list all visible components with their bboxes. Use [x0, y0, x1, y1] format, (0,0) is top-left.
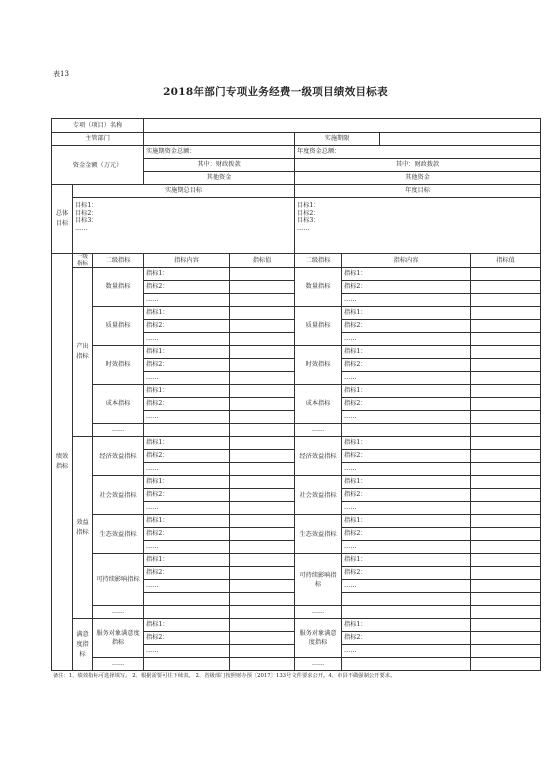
- goal-item: 目标3：: [297, 217, 320, 224]
- ecological-benefit-indicator: 生态效益指标: [93, 515, 144, 554]
- value-cell[interactable]: [471, 372, 541, 385]
- value-cell[interactable]: [471, 398, 541, 411]
- indicator-1[interactable]: 指标1：: [342, 619, 471, 632]
- level2-more[interactable]: ……: [93, 658, 144, 671]
- service-satisfaction-indicator: 服务对象满意度指标: [295, 619, 342, 658]
- level2-header: 二级指标: [295, 254, 342, 268]
- indicator-more[interactable]: ……: [144, 294, 230, 307]
- quantity-indicator: 数量指标: [93, 268, 144, 307]
- footnote: 备注：1、绩效指标可选择填写。 2、根据需要可往下续表。 2、省级部门按照财办预〔2017〕133号文件要求公开。4、市县不做强制公开要求。: [53, 673, 396, 679]
- value-cell[interactable]: [471, 346, 541, 359]
- annual-goal-header: 年度目标: [295, 185, 541, 198]
- value-cell[interactable]: [230, 294, 295, 307]
- performance-target-form: [51, 118, 541, 671]
- content-cell[interactable]: [342, 606, 471, 619]
- indicator-more[interactable]: ……: [342, 541, 471, 554]
- indicator-2[interactable]: 指标2：: [342, 450, 471, 463]
- value-cell[interactable]: [230, 307, 295, 320]
- indicator-2[interactable]: 指标2：: [144, 281, 230, 294]
- value-cell[interactable]: [471, 515, 541, 528]
- goal-item: ……: [75, 224, 88, 232]
- indicator-1[interactable]: 指标1：: [144, 476, 230, 489]
- annual-other-label: 其他资金: [295, 172, 541, 185]
- indicator-1[interactable]: 指标1：: [144, 437, 230, 450]
- goal-item: 目标1：: [75, 202, 98, 209]
- indicator-more[interactable]: ……: [342, 294, 471, 307]
- content-cell[interactable]: [144, 593, 230, 606]
- indicator-1[interactable]: 指标1：: [144, 385, 230, 398]
- value-cell[interactable]: [471, 450, 541, 463]
- value-cell[interactable]: [230, 541, 295, 554]
- level2-more[interactable]: ……: [93, 606, 144, 619]
- value-cell[interactable]: [230, 489, 295, 502]
- value-cell[interactable]: [471, 554, 541, 567]
- value-cell[interactable]: [230, 554, 295, 567]
- perf-indicator-label: 绩效指标: [52, 254, 73, 671]
- level1-header: 一级指标: [73, 254, 93, 268]
- goal-item: 目标2：: [75, 209, 98, 217]
- project-name-label: 专项（项目）名称: [52, 119, 144, 133]
- value-cell[interactable]: [471, 268, 541, 281]
- indicator-1[interactable]: 指标1：: [342, 346, 471, 359]
- indicator-more[interactable]: ……: [144, 580, 230, 593]
- level2-more[interactable]: ……: [295, 424, 342, 437]
- indicator-more[interactable]: ……: [342, 502, 471, 515]
- economic-benefit-indicator: 经济效益指标: [295, 437, 342, 476]
- period-fiscal-label: 其中：财政拨款: [144, 159, 295, 172]
- value-cell[interactable]: [471, 580, 541, 593]
- indicator-1[interactable]: 指标1：: [342, 515, 471, 528]
- value-cell[interactable]: [230, 424, 295, 437]
- indicator-more[interactable]: ……: [342, 372, 471, 385]
- timeliness-indicator: 时效指标: [295, 346, 342, 385]
- level2-more[interactable]: ……: [295, 606, 342, 619]
- indicator-2[interactable]: 指标2：: [144, 567, 230, 580]
- indicator-1[interactable]: 指标1：: [144, 515, 230, 528]
- period-goal-header: 实施期总目标: [73, 185, 295, 198]
- indicator-1[interactable]: 指标1：: [144, 268, 230, 281]
- satisfaction-indicator-label: 满意度指标: [73, 619, 93, 671]
- value-cell[interactable]: [471, 567, 541, 580]
- indicator-2[interactable]: 指标2：: [342, 281, 471, 294]
- value-cell[interactable]: [471, 333, 541, 346]
- value-cell[interactable]: [230, 632, 295, 645]
- overall-goal-label: 总体目标: [52, 185, 73, 254]
- value-header: 指标值: [471, 254, 541, 268]
- value-cell[interactable]: [230, 502, 295, 515]
- indicator-2[interactable]: 指标2：: [144, 632, 230, 645]
- value-cell[interactable]: [230, 333, 295, 346]
- value-cell[interactable]: [471, 619, 541, 632]
- goal-item: ……: [297, 224, 310, 232]
- annual-total-label: 年度资金总额：: [295, 146, 541, 159]
- level2-more[interactable]: ……: [93, 424, 144, 437]
- annual-goal-list[interactable]: [295, 198, 541, 254]
- value-cell[interactable]: [471, 424, 541, 437]
- content-header: 指标内容: [144, 254, 230, 268]
- period-field[interactable]: [380, 133, 541, 146]
- value-cell[interactable]: [471, 411, 541, 424]
- indicator-more[interactable]: ……: [342, 411, 471, 424]
- indicator-2[interactable]: 指标2：: [144, 398, 230, 411]
- value-cell[interactable]: [230, 515, 295, 528]
- indicator-more[interactable]: ……: [144, 333, 230, 346]
- indicator-2[interactable]: 指标2：: [342, 489, 471, 502]
- quality-indicator: 质量指标: [295, 307, 342, 346]
- indicator-2[interactable]: 指标2：: [342, 359, 471, 372]
- content-cell[interactable]: [144, 606, 230, 619]
- indicator-1[interactable]: 指标1：: [144, 307, 230, 320]
- indicator-1[interactable]: 指标1：: [342, 437, 471, 450]
- indicator-2[interactable]: 指标2：: [342, 567, 471, 580]
- content-cell[interactable]: [144, 424, 230, 437]
- value-cell[interactable]: [471, 437, 541, 450]
- ecological-benefit-indicator: 生态效益指标: [295, 515, 342, 554]
- indicator-more[interactable]: ……: [342, 580, 471, 593]
- indicator-1[interactable]: 指标1：: [144, 554, 230, 567]
- indicator-more[interactable]: ……: [144, 411, 230, 424]
- benefit-indicator-label: 效益指标: [73, 437, 93, 619]
- indicator-2[interactable]: 指标2：: [144, 489, 230, 502]
- value-cell[interactable]: [230, 463, 295, 476]
- timeliness-indicator: 时效指标: [93, 346, 144, 385]
- indicator-2[interactable]: 指标2：: [144, 320, 230, 333]
- indicator-1[interactable]: 指标1：: [342, 268, 471, 281]
- economic-benefit-indicator: 经济效益指标: [93, 437, 144, 476]
- value-cell[interactable]: [230, 658, 295, 671]
- indicator-1[interactable]: 指标1：: [342, 385, 471, 398]
- content-cell[interactable]: [342, 424, 471, 437]
- value-cell[interactable]: [230, 411, 295, 424]
- indicator-1[interactable]: 指标1：: [342, 554, 471, 567]
- sustainable-impact-indicator: 可持续影响指标: [93, 554, 144, 606]
- indicator-2[interactable]: 指标2：: [342, 632, 471, 645]
- value-cell[interactable]: [230, 528, 295, 541]
- period-goal-list[interactable]: [73, 198, 295, 254]
- indicator-more[interactable]: ……: [144, 372, 230, 385]
- service-satisfaction-indicator: 服务对象满意度指标: [93, 619, 144, 658]
- indicator-2[interactable]: 指标2：: [144, 359, 230, 372]
- value-cell[interactable]: [230, 645, 295, 658]
- goal-item: 目标3：: [75, 217, 98, 224]
- value-cell[interactable]: [471, 307, 541, 320]
- value-cell[interactable]: [471, 294, 541, 307]
- dept-label: 主管部门: [52, 133, 144, 146]
- value-header: 指标值: [230, 254, 295, 268]
- table-number: 表13: [53, 70, 69, 78]
- indicator-2[interactable]: 指标2：: [342, 398, 471, 411]
- annual-fiscal-label: 其中：财政拨款: [295, 159, 541, 172]
- indicator-more[interactable]: ……: [144, 463, 230, 476]
- value-cell[interactable]: [230, 476, 295, 489]
- dept-field[interactable]: [144, 133, 295, 146]
- funds-label: 资金金额（万元）: [52, 146, 144, 185]
- value-cell[interactable]: [471, 632, 541, 645]
- level2-more[interactable]: ……: [295, 658, 342, 671]
- output-indicator-label: 产出指标: [73, 268, 93, 437]
- value-cell[interactable]: [230, 437, 295, 450]
- indicator-more[interactable]: ……: [144, 645, 230, 658]
- indicator-2[interactable]: 指标2：: [144, 528, 230, 541]
- value-cell[interactable]: [471, 359, 541, 372]
- cost-indicator: 成本指标: [93, 385, 144, 424]
- quantity-indicator: 数量指标: [295, 268, 342, 307]
- indicator-more[interactable]: ……: [144, 541, 230, 554]
- period-other-label: 其他资金: [144, 172, 295, 185]
- value-cell[interactable]: [230, 567, 295, 580]
- value-cell[interactable]: [471, 645, 541, 658]
- social-benefit-indicator: 社会效益指标: [295, 476, 342, 515]
- value-cell[interactable]: [230, 359, 295, 372]
- indicator-2[interactable]: 指标2：: [342, 528, 471, 541]
- value-cell[interactable]: [471, 281, 541, 294]
- social-benefit-indicator: 社会效益指标: [93, 476, 144, 515]
- content-header: 指标内容: [342, 254, 471, 268]
- value-cell[interactable]: [230, 593, 295, 606]
- period-total-label: 实施期资金总额：: [144, 146, 295, 159]
- value-cell[interactable]: [230, 346, 295, 359]
- value-cell[interactable]: [230, 619, 295, 632]
- indicator-1[interactable]: 指标1：: [342, 307, 471, 320]
- page-title: 2018年部门专项业务经费一级项目绩效目标表: [163, 86, 388, 98]
- goal-item: 目标1：: [297, 202, 320, 209]
- value-cell[interactable]: [471, 658, 541, 671]
- sustainable-impact-indicator: 可持续影响指标: [295, 554, 342, 606]
- value-cell[interactable]: [230, 385, 295, 398]
- indicator-2[interactable]: 指标2：: [144, 450, 230, 463]
- cost-indicator: 成本指标: [295, 385, 342, 424]
- value-cell[interactable]: [230, 372, 295, 385]
- period-label: 实施期限: [295, 133, 380, 146]
- indicator-more[interactable]: ……: [144, 502, 230, 515]
- indicator-more[interactable]: ……: [342, 645, 471, 658]
- indicator-more[interactable]: ……: [342, 463, 471, 476]
- indicator-1[interactable]: 指标1：: [342, 476, 471, 489]
- indicator-1[interactable]: 指标1：: [144, 346, 230, 359]
- value-cell[interactable]: [471, 606, 541, 619]
- value-cell[interactable]: [471, 502, 541, 515]
- value-cell[interactable]: [471, 528, 541, 541]
- value-cell[interactable]: [471, 541, 541, 554]
- content-cell[interactable]: [342, 593, 471, 606]
- value-cell[interactable]: [230, 268, 295, 281]
- goal-item: 目标2：: [297, 209, 320, 217]
- value-cell[interactable]: [471, 320, 541, 333]
- value-cell[interactable]: [230, 606, 295, 619]
- indicator-1[interactable]: 指标1：: [144, 619, 230, 632]
- level2-header: 二级指标: [93, 254, 144, 268]
- content-cell[interactable]: [342, 658, 471, 671]
- value-cell[interactable]: [471, 463, 541, 476]
- indicator-2[interactable]: 指标2：: [342, 320, 471, 333]
- value-cell[interactable]: [471, 593, 541, 606]
- indicator-more[interactable]: ……: [342, 333, 471, 346]
- value-cell[interactable]: [471, 489, 541, 502]
- value-cell[interactable]: [230, 398, 295, 411]
- value-cell[interactable]: [471, 476, 541, 489]
- content-cell[interactable]: [144, 658, 230, 671]
- value-cell[interactable]: [230, 320, 295, 333]
- value-cell[interactable]: [230, 450, 295, 463]
- quality-indicator: 质量指标: [93, 307, 144, 346]
- project-name-field[interactable]: [144, 119, 541, 133]
- value-cell[interactable]: [471, 385, 541, 398]
- value-cell[interactable]: [230, 580, 295, 593]
- value-cell[interactable]: [230, 281, 295, 294]
